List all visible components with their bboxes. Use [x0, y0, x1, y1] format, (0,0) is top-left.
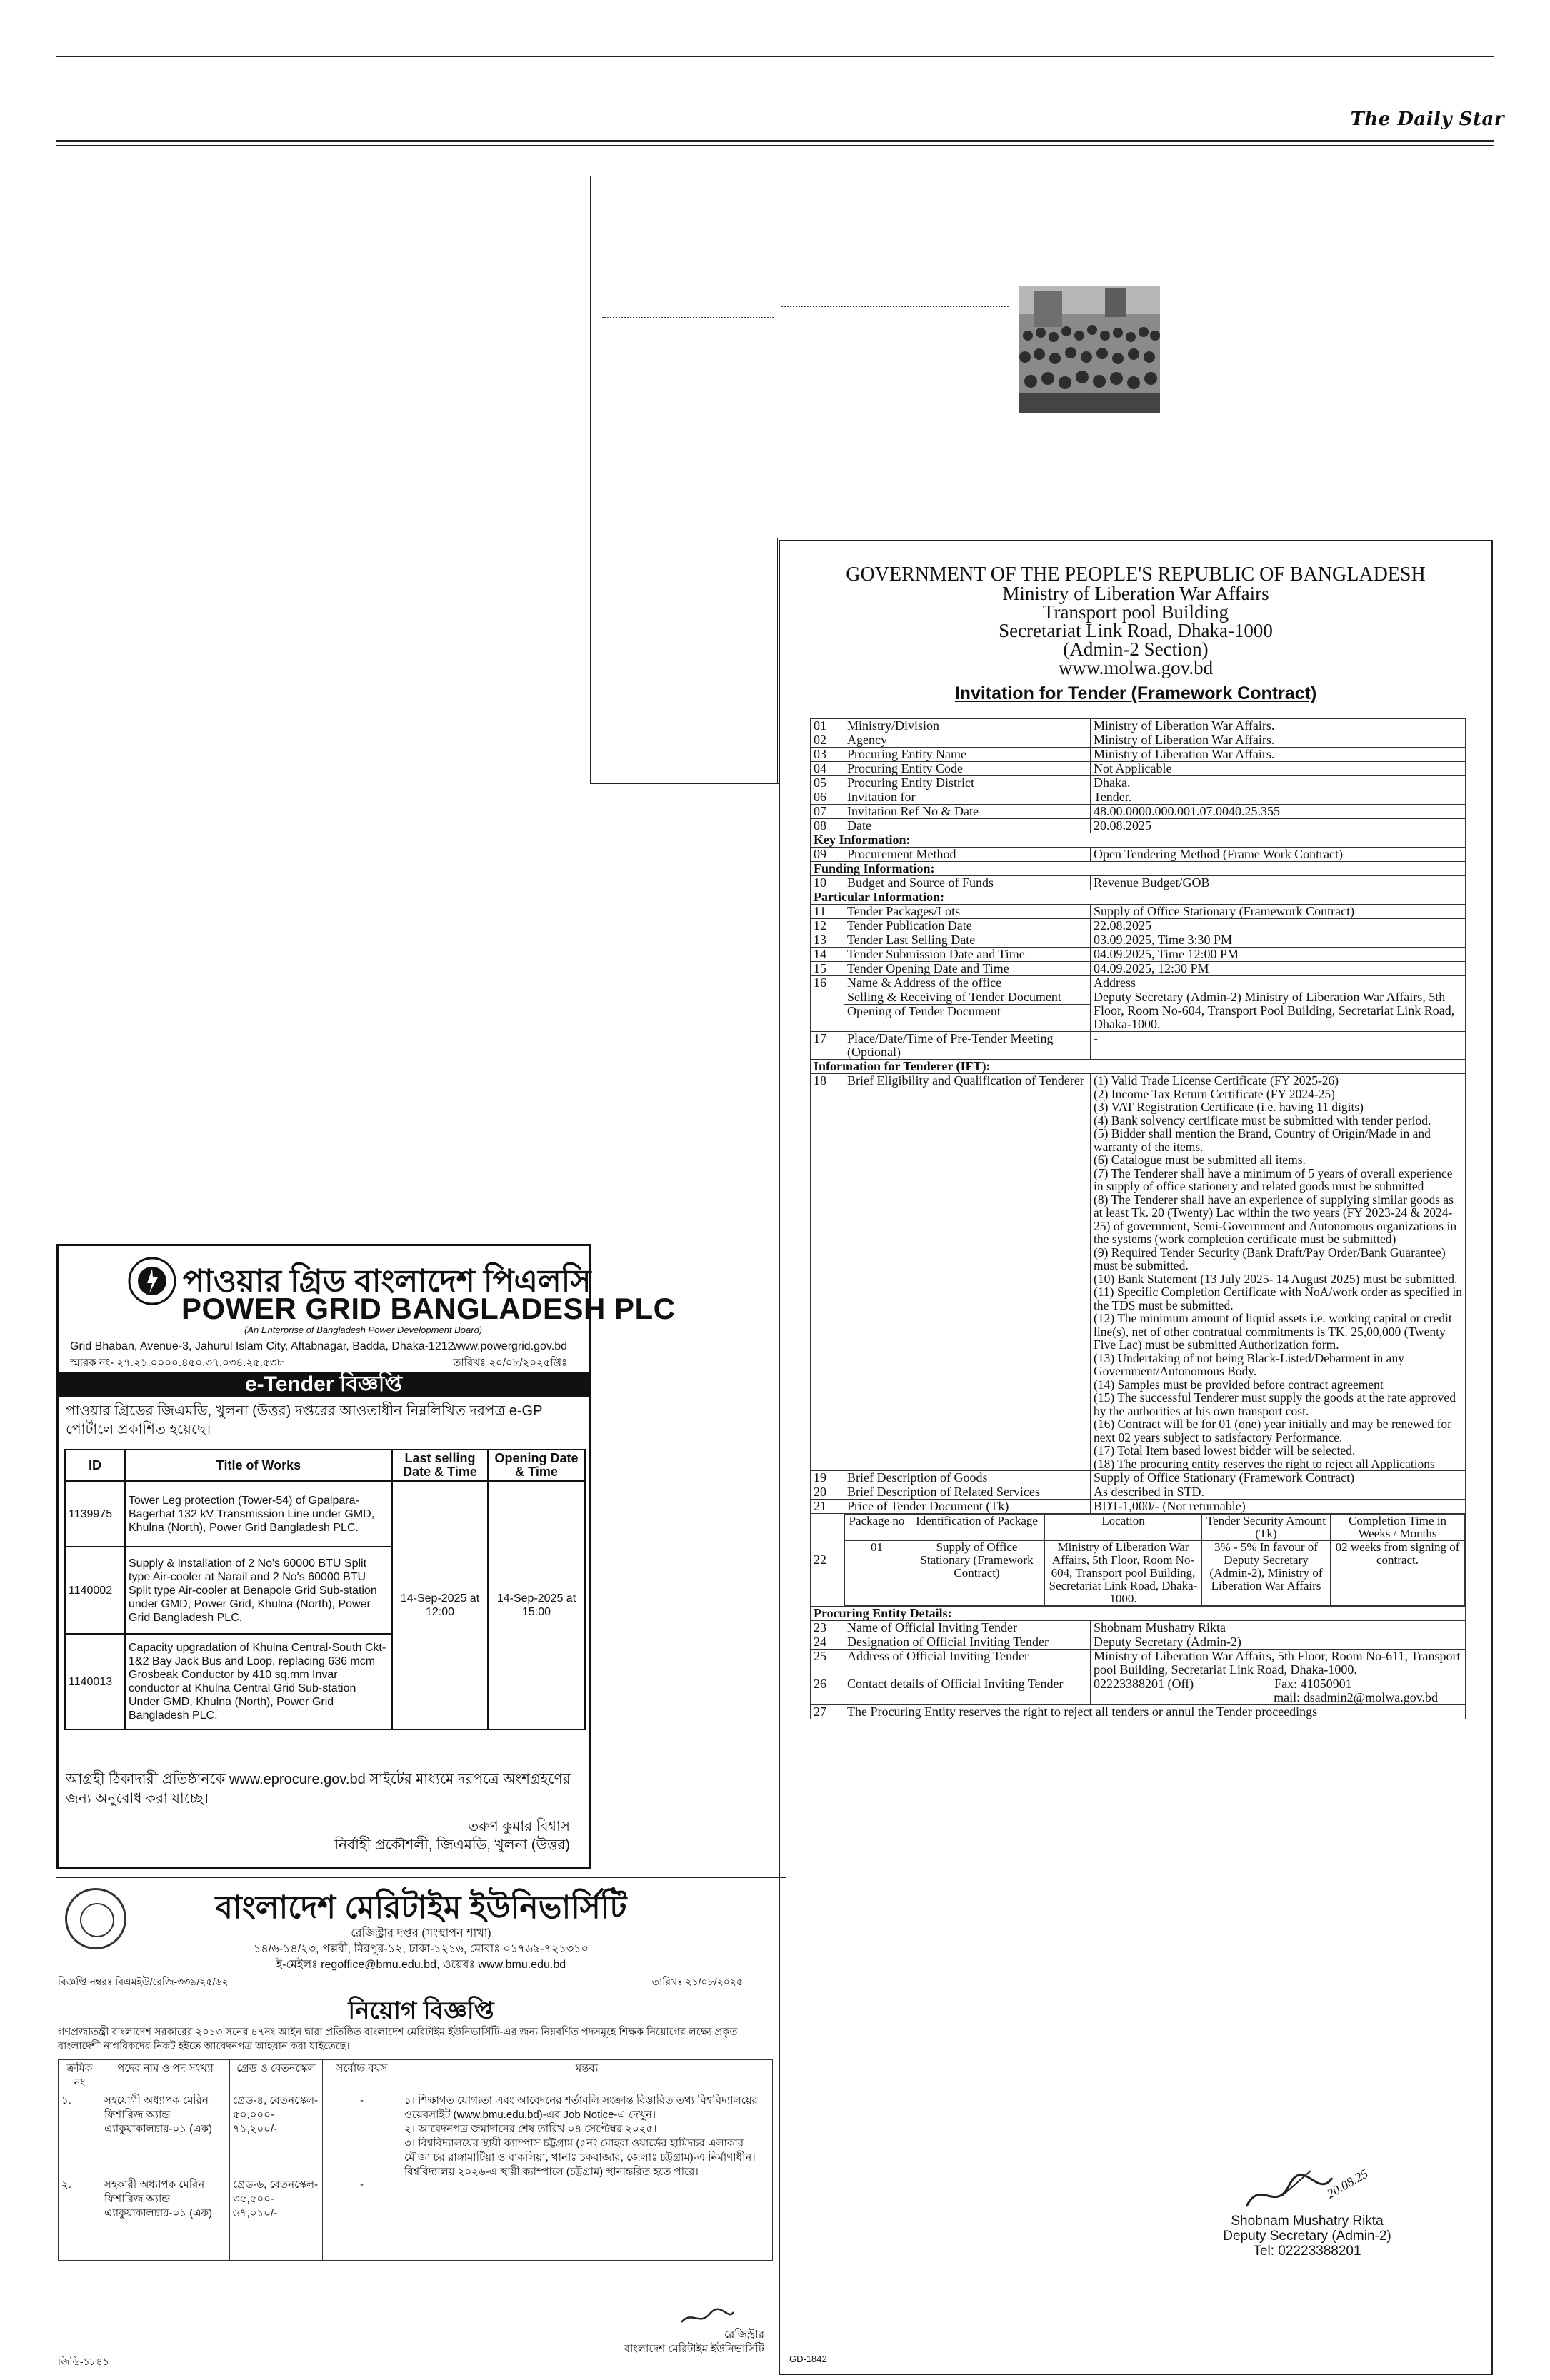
- bmu-date: তারিখঃ ২১/০৮/২০২৫: [651, 1976, 743, 1987]
- row-label: Invitation Ref No & Date: [844, 805, 1091, 819]
- table-row: [811, 1074, 1466, 1471]
- contact-email[interactable]: mail: dsadmin2@molwa.gov.bd: [1274, 1690, 1439, 1704]
- row-value: As described in STD.: [1091, 1485, 1466, 1500]
- remark-3: ৩। বিশ্ববিদ্যালয়ের স্থায়ী ক্যাম্পাস চট্টগ্রাম (৫নং মোহরা ওয়ার্ডের হামিদচর এলাকার মৌজা চর রাঙ্গামাটিয়া ও বাকলিয়া, থানাঃ চকবাজার, জেলাঃ চট্টগ্রাম)-এ নির্মাণাধীন। বিশ্ববিদ্যালয় ২০২৬-এ স্থায়ী ক্যাম্পাসে (চট্টগ্রাম) স্থানান্তরিত হতে পারে।: [404, 2137, 756, 2178]
- row-number: 18: [811, 1074, 844, 1471]
- bmu-web-link[interactable]: www.bmu.edu.bd: [478, 1959, 566, 1971]
- row-grade: গ্রেড-৬, বেতনস্কেল- ৩৫,৫০০- ৬৭,০১০/-: [230, 2176, 323, 2261]
- bmu-email-link[interactable]: regoffice@bmu.edu.bd: [321, 1959, 436, 1971]
- row-value: Ministry of Liberation War Affairs.: [1091, 748, 1466, 762]
- row-post: সহকারী অধ্যাপক মেরিন ফিশারিজ অ্যান্ড এ্যাকুয়াকালচার-০১ (এক): [101, 2176, 230, 2261]
- row-number: 24: [811, 1635, 844, 1650]
- row-value: [1091, 1677, 1466, 1705]
- row-number: 27: [811, 1705, 844, 1719]
- package-cell: 01: [845, 1541, 909, 1606]
- eligibility-item: (6) Catalogue must be submitted all items.: [1094, 1153, 1306, 1167]
- row-label: Contact details of Official Inviting Tender: [844, 1677, 1091, 1705]
- row-number: 14: [811, 948, 844, 962]
- tender-ministry-line: Ministry of Liberation War Affairs: [1002, 583, 1269, 604]
- eligibility-item: (12) The minimum amount of liquid assets i.e. working capital or credit line(s), net of other contratual commitments is TK. 25,00,000 (Twenty Five Lac) must be submitted Authorization form.: [1094, 1311, 1452, 1352]
- row-number: 02: [811, 733, 844, 748]
- table-row: [811, 748, 1466, 762]
- eligibility-item: (2) Income Tax Return Certificate (FY 2024-25): [1094, 1086, 1335, 1101]
- row-number: 05: [811, 776, 844, 790]
- row-number: 11: [811, 905, 844, 919]
- dotted-separator: [781, 306, 1009, 307]
- section-heading: Funding Information:: [811, 862, 1466, 876]
- row-value: The Procuring Entity reserves the right to reject all tenders or annul the Tender proceedings: [844, 1705, 1466, 1719]
- header-opening: Opening Date & Time: [488, 1450, 585, 1481]
- row-label: Place/Date/Time of Pre-Tender Meeting (Optional): [844, 1032, 1091, 1060]
- table-row: [65, 1481, 585, 1547]
- row-post: সহযোগী অধ্যাপক মেরিন ফিশারিজ অ্যান্ড এ্যাকুয়াকালচার-০১ (এক): [101, 2092, 230, 2176]
- row-title: Supply & Installation of 2 No's 60000 BTU Split type Air-cooler at Narail and 2 No's 60000 BTU Split type Air-cooler at Benapole Grid Sub-station under GMD, Power Grid, Khulna (North), Power Grid Bangladesh PLC.: [125, 1547, 392, 1634]
- bmu-registrar-org: বাংলাদেশ মেরিটাইম ইউনিভার্সিটি: [624, 2343, 764, 2355]
- eligibility-item: (11) Specific Completion Certificate with NoA/work order as specified in the TDS must be submitted.: [1094, 1285, 1462, 1312]
- row-number: 19: [811, 1471, 844, 1485]
- eligibility-item: (9) Required Tender Security (Bank Draft/Pay Order/Bank Guarantee) must be submitted.: [1094, 1245, 1446, 1272]
- table-row: [811, 962, 1466, 976]
- bmu-gd-number: জিডি-১৮৪১: [58, 2356, 109, 2367]
- eligibility-item: (10) Bank Statement (13 July 2025- 14 August 2025) must be submitted.: [1094, 1271, 1458, 1286]
- row-number: 07: [811, 805, 844, 819]
- eligibility-item: (13) Undertaking of not being Black-Listed/Debarment in any Government/Autonomous Body.: [1094, 1350, 1404, 1378]
- table-header-row: [65, 1450, 585, 1481]
- powergrid-sign-title: নির্বাহী প্রকৌশলী, জিএমডি, খুলনা (উত্তর): [334, 1837, 570, 1853]
- header-last-selling: Last selling Date & Time: [392, 1450, 488, 1481]
- table-row: [811, 876, 1466, 890]
- table-row: [811, 805, 1466, 819]
- tender-header: [779, 563, 1493, 703]
- header-remarks: মন্তব্য: [401, 2060, 773, 2092]
- row-label: Designation of Official Inviting Tender: [844, 1635, 1091, 1650]
- header-id: ID: [65, 1450, 125, 1481]
- table-header-row: [59, 2060, 773, 2092]
- last-selling-cell: 14-Sep-2025 at 12:00: [392, 1481, 488, 1729]
- row-number: 04: [811, 762, 844, 776]
- package-cell: 02 weeks from signing of contract.: [1331, 1541, 1465, 1606]
- section-heading: Procuring Entity Details:: [811, 1607, 1466, 1621]
- package-header: Package no: [845, 1515, 909, 1541]
- table-row: [811, 733, 1466, 748]
- tender-section-line: (Admin-2 Section): [1063, 638, 1209, 660]
- row-label: Procuring Entity District: [844, 776, 1091, 790]
- powergrid-footer: আগ্রহী ঠিকাদারী প্রতিষ্ঠানকে www.eprocure.gov.bd সাইটের মাধ্যমে দরপত্রে অংশগ্রহণের জন্য অনুরোধ করা যাচ্ছে।: [66, 1772, 571, 1807]
- section-row: [811, 1060, 1466, 1074]
- powergrid-name-bangla: পাওয়ার গ্রিড বাংলাদেশ পিএলসি: [183, 1264, 591, 1299]
- row-number: 12: [811, 919, 844, 933]
- powergrid-subtitle: (An Enterprise of Bangladesh Power Development Board): [244, 1325, 483, 1335]
- row-value: Supply of Office Stationary (Framework Contract): [1091, 905, 1466, 919]
- table-row: [811, 905, 1466, 919]
- remark-2: ২। আবেদনপত্র জমাদানের শেষ তারিখ ০৪ সেপ্টেম্বর ২০২৫।: [404, 2123, 657, 2135]
- bmu-address: ১৪/৬-১৪/২৩, পল্লবী, মিরপুর-১২, ঢাকা-১২১৬, মোবাঃ ০১৭৬৯-৭২১৩১০: [254, 1943, 589, 1955]
- row-value: Address: [1091, 976, 1466, 990]
- remark-1: [404, 2094, 769, 2122]
- table-row: [811, 1705, 1466, 1719]
- section-heading: Information for Tenderer (IFT):: [811, 1060, 1466, 1074]
- column-rule-horizontal: [590, 783, 779, 784]
- row-label: Date: [844, 819, 1091, 833]
- contact-fax: Fax: 41050901: [1274, 1677, 1352, 1691]
- table-row: [811, 1485, 1466, 1500]
- bmu-email-prefix: ই-মেইলঃ: [276, 1959, 318, 1971]
- tender-building-line: Transport pool Building: [1042, 601, 1229, 623]
- eligibility-item: (16) Contract will be for 01 (one) year initially and may be renewed for next 02 years subject to satisfactory Performance.: [1094, 1417, 1451, 1445]
- table-row: [811, 1621, 1466, 1635]
- package-cell: Ministry of Liberation War Affairs, 5th Floor, Room No-604, Transport pool Building, Secretariat Link Road, Dhaka-1000.: [1045, 1541, 1202, 1606]
- row-label: Procuring Entity Code: [844, 762, 1091, 776]
- row-number: 20: [811, 1485, 844, 1500]
- row-age: -: [323, 2176, 401, 2261]
- row-number: 17: [811, 1032, 844, 1060]
- row-value: 04.09.2025, 12:30 PM: [1091, 962, 1466, 976]
- row-value: Dhaka.: [1091, 776, 1466, 790]
- row-label: [844, 990, 1091, 1032]
- table-row: [811, 1514, 1466, 1607]
- row-value: 48.00.0000.000.001.07.0040.25.355: [1091, 805, 1466, 819]
- dotted-separator: [602, 317, 774, 318]
- masthead: The Daily Star: [1350, 109, 1504, 130]
- package-cell: 3% - 5% In favour of Deputy Secretary (Admin-2), Ministry of Liberation War Affairs: [1202, 1541, 1331, 1606]
- row-value: 20.08.2025: [1091, 819, 1466, 833]
- package-table: [844, 1514, 1465, 1606]
- row-label: Brief Eligibility and Qualification of Tenderer: [844, 1074, 1091, 1471]
- row-number: 16: [811, 976, 844, 990]
- powergrid-logo-icon: [127, 1256, 177, 1306]
- section-row: [811, 862, 1466, 876]
- row-number: 25: [811, 1650, 844, 1677]
- signatory-tel: Tel: 02223388201: [1253, 2244, 1361, 2259]
- row-age: -: [323, 2092, 401, 2176]
- signatory-title: Deputy Secretary (Admin-2): [1223, 2229, 1391, 2244]
- row-value: Ministry of Liberation War Affairs.: [1091, 733, 1466, 748]
- powergrid-memo: স্মারক নং- ২৭.২১.০০০০.৪৫০.৩৭.০৩৪.২৫.৫৩৮: [70, 1357, 284, 1369]
- header-post: পদের নাম ও পদ সংখ্যা: [101, 2060, 230, 2092]
- header-sl: ক্রমিক নং: [59, 2060, 101, 2092]
- row-number: 23: [811, 1621, 844, 1635]
- row-value: 03.09.2025, Time 3:30 PM: [1091, 933, 1466, 948]
- crowd-photo: [1019, 286, 1160, 413]
- powergrid-notice: [56, 1244, 676, 1869]
- table-row: [811, 719, 1466, 733]
- row-label: Name of Official Inviting Tender: [844, 1621, 1091, 1635]
- package-cell: Supply of Office Stationary (Framework Contract): [909, 1541, 1045, 1606]
- row-label: Tender Opening Date and Time: [844, 962, 1091, 976]
- eligibility-item: (15) The successful Tenderer must supply the goods at the rate approved by the authorities at his own transport cost.: [1094, 1390, 1456, 1418]
- remarks-cell: [401, 2092, 773, 2261]
- package-header: Tender Security Amount (Tk): [1202, 1515, 1331, 1541]
- eligibility-item: (3) VAT Registration Certificate (i.e. having 11 digits): [1094, 1100, 1364, 1114]
- row-value: Supply of Office Stationary (Framework Contract): [1091, 1471, 1466, 1485]
- row-number: 13: [811, 933, 844, 948]
- row-id: 1140013: [65, 1634, 125, 1729]
- row-grade: গ্রেড-৪, বেতনস্কেল- ৫০,০০০- ৭১,২০০/-: [230, 2092, 323, 2176]
- table-row: [811, 848, 1466, 862]
- row-label: Address of Official Inviting Tender: [844, 1650, 1091, 1677]
- row-number: 10: [811, 876, 844, 890]
- signature-date: 20.08.25: [1324, 2166, 1371, 2201]
- row-label: Invitation for: [844, 790, 1091, 805]
- bmu-name: বাংলাদেশ মেরিটাইম ইউনিভার্সিটি: [215, 1890, 627, 1925]
- tender-road-line: Secretariat Link Road, Dhaka-1000: [999, 620, 1273, 641]
- row-label: Tender Submission Date and Time: [844, 948, 1091, 962]
- powergrid-signatory: [334, 1817, 570, 1854]
- package-header: Identification of Package: [909, 1515, 1045, 1541]
- eligibility-item: (4) Bank solvency certificate must be submitted with tender period.: [1094, 1113, 1431, 1128]
- bmu-posts-table: [58, 2059, 773, 2261]
- tender-title: Invitation for Tender (Framework Contract): [954, 683, 1317, 703]
- powergrid-tender-table: [64, 1449, 586, 1730]
- masthead-rule-2: [56, 145, 1494, 146]
- table-row: [811, 1032, 1466, 1060]
- row-label: Procurement Method: [844, 848, 1091, 862]
- bmu-notice: [56, 1879, 786, 2372]
- remark-1-tail: -এর Job Notice-এ দেখুন।: [542, 2109, 656, 2121]
- tender-table: [810, 718, 1466, 1719]
- column-rule-vertical-2: [777, 538, 778, 784]
- table-row: [811, 819, 1466, 833]
- powergrid-intro: পাওয়ার গ্রিডের জিএমডি, খুলনা (উত্তর) দপ্তরের আওতাধীন নিম্নলিখিত দরপত্র e-GP পোর্টালে প্রকাশিত হয়েছে।: [66, 1403, 543, 1437]
- row-value: Revenue Budget/GOB: [1091, 876, 1466, 890]
- powergrid-website[interactable]: www.powergrid.gov.bd: [453, 1340, 567, 1352]
- eligibility-item: (7) The Tenderer shall have a minimum of 5 years of overall experience in supply of office stationery and related goods must be submitted: [1094, 1165, 1453, 1193]
- row-number: 22: [811, 1514, 844, 1607]
- package-row: [845, 1541, 1465, 1606]
- eligibility-item: (8) The Tenderer shall have an experience of supplying similar goods as at least Tk. 20 (Twenty) Lac within the two years (FY 2023-24 & 2024-25) of government, Semi-Government and Autonomous organizations in the systems (work completion certificate must be submitted): [1094, 1192, 1457, 1246]
- row-number: 08: [811, 819, 844, 833]
- table-row: [811, 919, 1466, 933]
- eligibility-item: (5) Bidder shall mention the Brand, Country of Origin/Made in and warranty of the items.: [1094, 1126, 1431, 1154]
- row-value: -: [1091, 1032, 1466, 1060]
- row-number: 15: [811, 962, 844, 976]
- bmu-website-link[interactable]: (www.bmu.edu.bd): [453, 2109, 543, 2121]
- table-row: [811, 948, 1466, 962]
- table-row: [811, 1650, 1466, 1677]
- package-header-row: [845, 1515, 1465, 1541]
- row-label: Tender Packages/Lots: [844, 905, 1091, 919]
- etender-banner: e-Tender বিজ্ঞপ্তি: [59, 1372, 589, 1397]
- bmu-office: রেজিস্ট্রার দপ্তর (সংস্থাপন শাখা): [351, 1927, 491, 1939]
- header-age: সর্বোচ্চ বয়স: [323, 2060, 401, 2092]
- row-label: Agency: [844, 733, 1091, 748]
- table-row: [811, 1471, 1466, 1485]
- masthead-rule-1: [56, 140, 1494, 142]
- powergrid-sign-name: তরুণ কুমার বিশ্বাস: [468, 1819, 570, 1834]
- bmu-ref-number: বিজ্ঞপ্তি নম্বরঃ বিএমইউ/রেজি-৩৩৯/২৫/৬২: [58, 1976, 229, 1987]
- opening-cell: 14-Sep-2025 at 15:00: [488, 1481, 585, 1729]
- row-value: Ministry of Liberation War Affairs.: [1091, 719, 1466, 733]
- bmu-top-rule: [56, 1877, 786, 1878]
- row-label: Brief Description of Goods: [844, 1471, 1091, 1485]
- powergrid-address: Grid Bhaban, Avenue-3, Jahurul Islam City, Aftabnagar, Badda, Dhaka-1212: [70, 1340, 454, 1352]
- table-row: [811, 790, 1466, 805]
- header-title: Title of Works: [125, 1450, 392, 1481]
- section-heading: Particular Information:: [811, 890, 1466, 905]
- eligibility-cell: [1091, 1074, 1466, 1471]
- bmu-title: নিয়োগ বিজ্ঞপ্তি: [348, 1997, 494, 2024]
- table-row: [811, 1677, 1466, 1705]
- row-value: Deputy Secretary (Admin-2): [1091, 1635, 1466, 1650]
- crowd-photo-image: [1019, 286, 1160, 413]
- section-heading: Key Information:: [811, 833, 1466, 848]
- top-rule: [56, 56, 1494, 57]
- tender-gd-number: GD-1842: [789, 2354, 827, 2364]
- header-grade: গ্রেড ও বেতনস্কেল: [230, 2060, 323, 2092]
- powergrid-date: তারিখঃ ২০/০৮/২০২৫খ্রিঃ: [453, 1357, 567, 1369]
- row-label: Name & Address of the office: [844, 976, 1091, 990]
- bmu-registrar-title: রেজিস্ট্রার: [724, 2329, 764, 2341]
- tender-govt-line: GOVERNMENT OF THE PEOPLE'S REPUBLIC OF BANGLADESH: [846, 563, 1426, 586]
- table-row: [811, 762, 1466, 776]
- remark-1-text: ১। শিক্ষাগত যোগ্যতা এবং আবেদনের শর্তাবলি সংক্রান্ত বিস্তারিত তথ্য বিশ্ববিদ্যালয়ের ওয়েবসাইট: [404, 2094, 758, 2121]
- row-title: Tower Leg protection (Tower-54) of Gpalpara-Bagerhat 132 kV Transmission Line under GMD, Khulna (North), Power Grid Bangladesh PLC.: [125, 1481, 392, 1547]
- row-value: Shobnam Mushatry Rikta: [1091, 1621, 1466, 1635]
- row-value: Not Applicable: [1091, 762, 1466, 776]
- row-number: 01: [811, 719, 844, 733]
- row-label: Ministry/Division: [844, 719, 1091, 733]
- row-value: BDT-1,000/- (Not returnable): [1091, 1500, 1466, 1514]
- row-sl: ২.: [59, 2176, 101, 2261]
- row-value: 04.09.2025, Time 12:00 PM: [1091, 948, 1466, 962]
- row-title: Capacity upgradation of Khulna Central-South Ckt-1&2 Bay Jack Bus and Loop, replacing 636 mcm Grosbeak Conductor by 410 sq.mm Invar conductor at Khulna Central Grid Sub-station Under GMD, Khulna (North), Power Grid Bangladesh PLC.: [125, 1634, 392, 1729]
- row-value: 22.08.2025: [1091, 919, 1466, 933]
- powergrid-name-english: POWER GRID BANGLADESH PLC: [181, 1292, 676, 1325]
- bmu-intro: গণপ্রজাতন্ত্রী বাংলাদেশ সরকারের ২০১৩ সনের ৪৭নং আইন দ্বারা প্রতিষ্ঠিত বাংলাদেশ মেরিটাইম ইউনিভার্সিটি-এর জন্য নিম্নবর্ণিত পদসমূহে শিক্ষক নিয়োগের লক্ষ্যে প্রকৃত বাংলাদেশী নাগরিকদের নিকট হইতে আবেদনপত্র আহবান করা যাইতেছে।: [58, 2027, 738, 2052]
- table-row: [811, 990, 1466, 1032]
- row-label-selling: Selling & Receiving of Tender Document: [847, 990, 1061, 1004]
- package-cell-wrap: [844, 1514, 1466, 1607]
- table-row: [811, 1635, 1466, 1650]
- row-value: Deputy Secretary (Admin-2) Ministry of Liberation War Affairs, 5th Floor, Room No-604, Transport Pool Building, Secretariat Link Road, Dhaka-1000.: [1091, 990, 1466, 1032]
- row-label-opening: Opening of Tender Document: [844, 1004, 1090, 1018]
- eligibility-item: (14) Samples must be provided before contract agreement: [1094, 1377, 1384, 1392]
- row-number: 21: [811, 1500, 844, 1514]
- row-id: 1140002: [65, 1547, 125, 1634]
- row-number: 06: [811, 790, 844, 805]
- section-row: [811, 833, 1466, 848]
- eligibility-item: (1) Valid Trade License Certificate (FY 2025-26): [1094, 1073, 1339, 1088]
- row-label: Tender Publication Date: [844, 919, 1091, 933]
- bmu-contact: [56, 1955, 786, 1974]
- table-row: [811, 976, 1466, 990]
- table-row: [811, 1500, 1466, 1514]
- row-number: 03: [811, 748, 844, 762]
- table-row: [811, 776, 1466, 790]
- row-id: 1139975: [65, 1481, 125, 1547]
- row-sl: ১.: [59, 2092, 101, 2176]
- table-row: [811, 933, 1466, 948]
- package-header: Completion Time in Weeks / Months: [1331, 1515, 1465, 1541]
- row-number: 26: [811, 1677, 844, 1705]
- eligibility-item: (18) The procuring entity reserves the right to reject all Applications: [1094, 1456, 1435, 1471]
- section-row: [811, 1607, 1466, 1621]
- row-label: Procuring Entity Name: [844, 748, 1091, 762]
- row-label: Price of Tender Document (Tk): [844, 1500, 1091, 1514]
- registrar-signature: [678, 2306, 735, 2328]
- row-label: Budget and Source of Funds: [844, 876, 1091, 890]
- eligibility-list: [1094, 1074, 1462, 1470]
- column-rule-vertical: [590, 176, 591, 784]
- row-label: Tender Last Selling Date: [844, 933, 1091, 948]
- bmu-registrar: [624, 2328, 764, 2356]
- row-value: Open Tendering Method (Frame Work Contract): [1091, 848, 1466, 862]
- table-row: [59, 2092, 773, 2176]
- eligibility-item: (17) Total Item based lowest bidder will be selected.: [1094, 1443, 1356, 1457]
- tender-signatory: [1179, 2214, 1436, 2259]
- row-value: Ministry of Liberation War Affairs, 5th Floor, Room No-611, Transport pool Building, Secretariat Link Road, Dhaka-1000.: [1091, 1650, 1466, 1677]
- signatory-name: Shobnam Mushatry Rikta: [1231, 2214, 1384, 2229]
- contact-phone: 02223388201 (Off): [1094, 1677, 1271, 1691]
- row-value: Tender.: [1091, 790, 1466, 805]
- package-header: Location: [1045, 1515, 1202, 1541]
- bmu-web-prefix: , ওয়েবঃ: [436, 1959, 475, 1971]
- section-row: [811, 890, 1466, 905]
- row-label: Brief Description of Related Services: [844, 1485, 1091, 1500]
- tender-website-line[interactable]: www.molwa.gov.bd: [1058, 657, 1214, 678]
- row-number: 09: [811, 848, 844, 862]
